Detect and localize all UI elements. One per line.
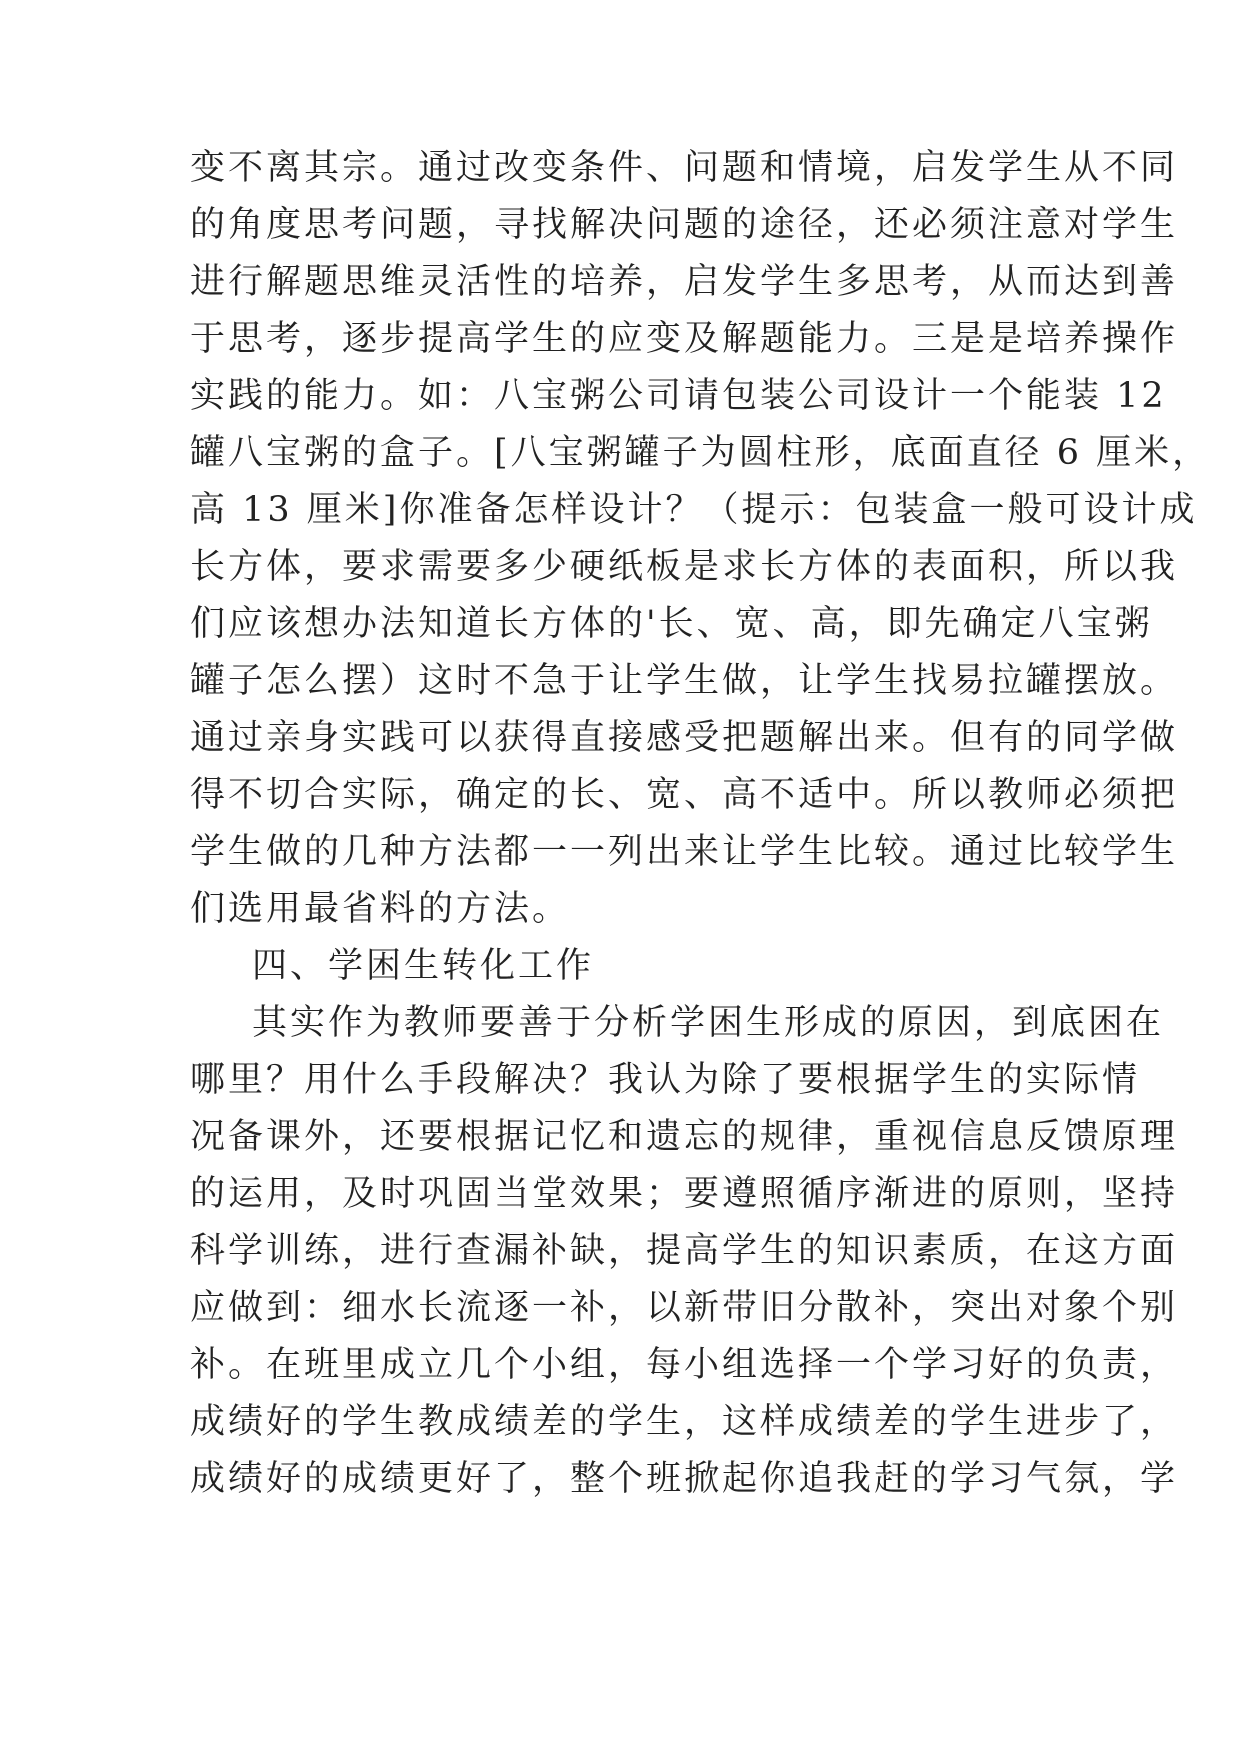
text-line: 补。在班里成立几个小组，每小组选择一个学习好的负责， bbox=[190, 1345, 1179, 1385]
text-line: 罐八宝粥的盒子。[八宝粥罐子为圆柱形，底面直径 6 厘米， bbox=[190, 433, 1211, 473]
text-line: 高 13 厘米]你准备怎样设计？（提示：包装盒一般可设计成 bbox=[190, 490, 1198, 530]
text-line: 进行解题思维灵活性的培养，启发学生多思考，从而达到善 bbox=[190, 262, 1179, 302]
text-line: 况备课外，还要根据记忆和遗忘的规律，重视信息反馈原理 bbox=[190, 1117, 1179, 1157]
text-line: 成绩好的学生教成绩差的学生，这样成绩差的学生进步了， bbox=[190, 1402, 1179, 1442]
text-line: 们应该想办法知道长方体的'长、宽、高，即先确定八宝粥 bbox=[190, 604, 1153, 644]
text-line: 得不切合实际，确定的长、宽、高不适中。所以教师必须把 bbox=[190, 775, 1179, 815]
text-line: 于思考，逐步提高学生的应变及解题能力。三是是培养操作 bbox=[190, 319, 1179, 359]
text-line: 变不离其宗。通过改变条件、问题和情境，启发学生从不同 bbox=[190, 148, 1179, 188]
text-line: 长方体，要求需要多少硬纸板是求长方体的表面积，所以我 bbox=[190, 547, 1179, 587]
text-line: 其实作为教师要善于分析学困生形成的原因，到底困在 bbox=[252, 1003, 1165, 1043]
text-line: 们选用最省料的方法。 bbox=[190, 889, 571, 929]
text-line: 哪里？用什么手段解决？我认为除了要根据学生的实际情 bbox=[190, 1060, 1141, 1100]
text-line: 的运用，及时巩固当堂效果；要遵照循序渐进的原则，坚持 bbox=[190, 1174, 1179, 1214]
section-heading: 四、学困生转化工作 bbox=[252, 946, 595, 986]
text-line: 科学训练，进行查漏补缺，提高学生的知识素质，在这方面 bbox=[190, 1231, 1179, 1271]
text-line: 通过亲身实践可以获得直接感受把题解出来。但有的同学做 bbox=[190, 718, 1179, 758]
text-line: 应做到：细水长流逐一补，以新带旧分散补，突出对象个别 bbox=[190, 1288, 1179, 1328]
text-line: 罐子怎么摆）这时不急于让学生做，让学生找易拉罐摆放。 bbox=[190, 661, 1179, 701]
text-line: 的角度思考问题，寻找解决问题的途径，还必须注意对学生 bbox=[190, 205, 1179, 245]
text-line: 实践的能力。如：八宝粥公司请包装公司设计一个能装 12 bbox=[190, 376, 1167, 416]
text-line: 学生做的几种方法都一一列出来让学生比较。通过比较学生 bbox=[190, 832, 1179, 872]
text-line: 成绩好的成绩更好了，整个班掀起你追我赶的学习气氛，学 bbox=[190, 1459, 1179, 1499]
